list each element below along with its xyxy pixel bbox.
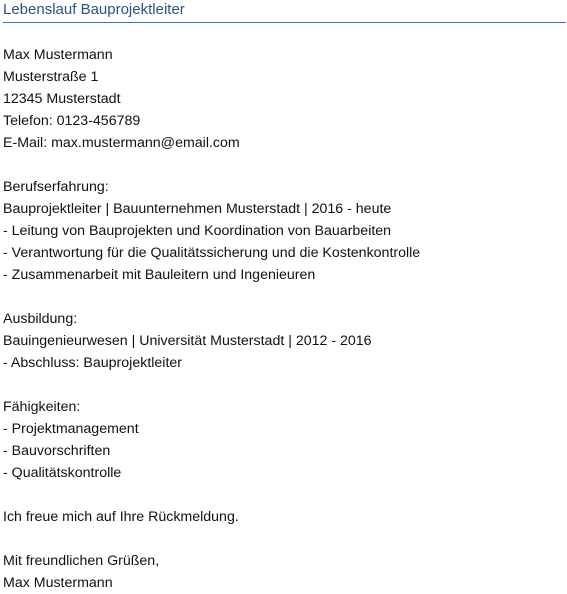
- contact-street: Musterstraße 1: [3, 69, 99, 85]
- document-page: [3, 0, 566, 594]
- experience-heading: Berufserfahrung:: [3, 179, 109, 195]
- education-heading: Ausbildung:: [3, 311, 78, 327]
- closing-greeting: Mit freundlichen Grüßen,: [3, 553, 160, 569]
- contact-phone: Telefon: 0123-456789: [3, 113, 141, 129]
- signature-name: Max Mustermann: [3, 575, 113, 591]
- closing-message: Ich freue mich auf Ihre Rückmeldung.: [3, 509, 239, 525]
- contact-city: 12345 Musterstadt: [3, 91, 121, 107]
- document-title: Lebenslauf Bauprojektleiter: [3, 1, 185, 18]
- spacer: [3, 154, 566, 176]
- education-item: - Abschluss: Bauprojektleiter: [3, 355, 183, 371]
- skill-item: - Projektmanagement: [3, 421, 139, 437]
- contact-email: E-Mail: max.mustermann@email.com: [3, 135, 240, 151]
- skill-item: - Qualitätskontrolle: [3, 465, 122, 481]
- spacer: [3, 374, 566, 396]
- skills-heading: Fähigkeiten:: [3, 399, 81, 415]
- education-degree: Bauingenieurwesen | Universität Musterstadt | 2012 - 2016: [3, 333, 372, 349]
- spacer: [3, 484, 566, 506]
- experience-section: [3, 176, 566, 286]
- experience-item: - Leitung von Bauprojekten und Koordination von Bauarbeiten: [3, 223, 392, 239]
- skill-item: - Bauvorschriften: [3, 443, 111, 459]
- experience-position: Bauprojektleiter | Bauunternehmen Musterstadt | 2016 - heute: [3, 201, 392, 217]
- education-section: [3, 308, 566, 374]
- spacer: [3, 286, 566, 308]
- contact-name: Max Mustermann: [3, 47, 113, 63]
- spacer: [3, 528, 566, 550]
- document-body: [3, 44, 566, 594]
- title-divider: [3, 22, 566, 23]
- skills-section: [3, 396, 566, 484]
- contact-block: [3, 44, 566, 154]
- experience-item: - Zusammenarbeit mit Bauleitern und Ingenieuren: [3, 267, 316, 283]
- experience-item: - Verantwortung für die Qualitätssicherung und die Kostenkontrolle: [3, 245, 421, 261]
